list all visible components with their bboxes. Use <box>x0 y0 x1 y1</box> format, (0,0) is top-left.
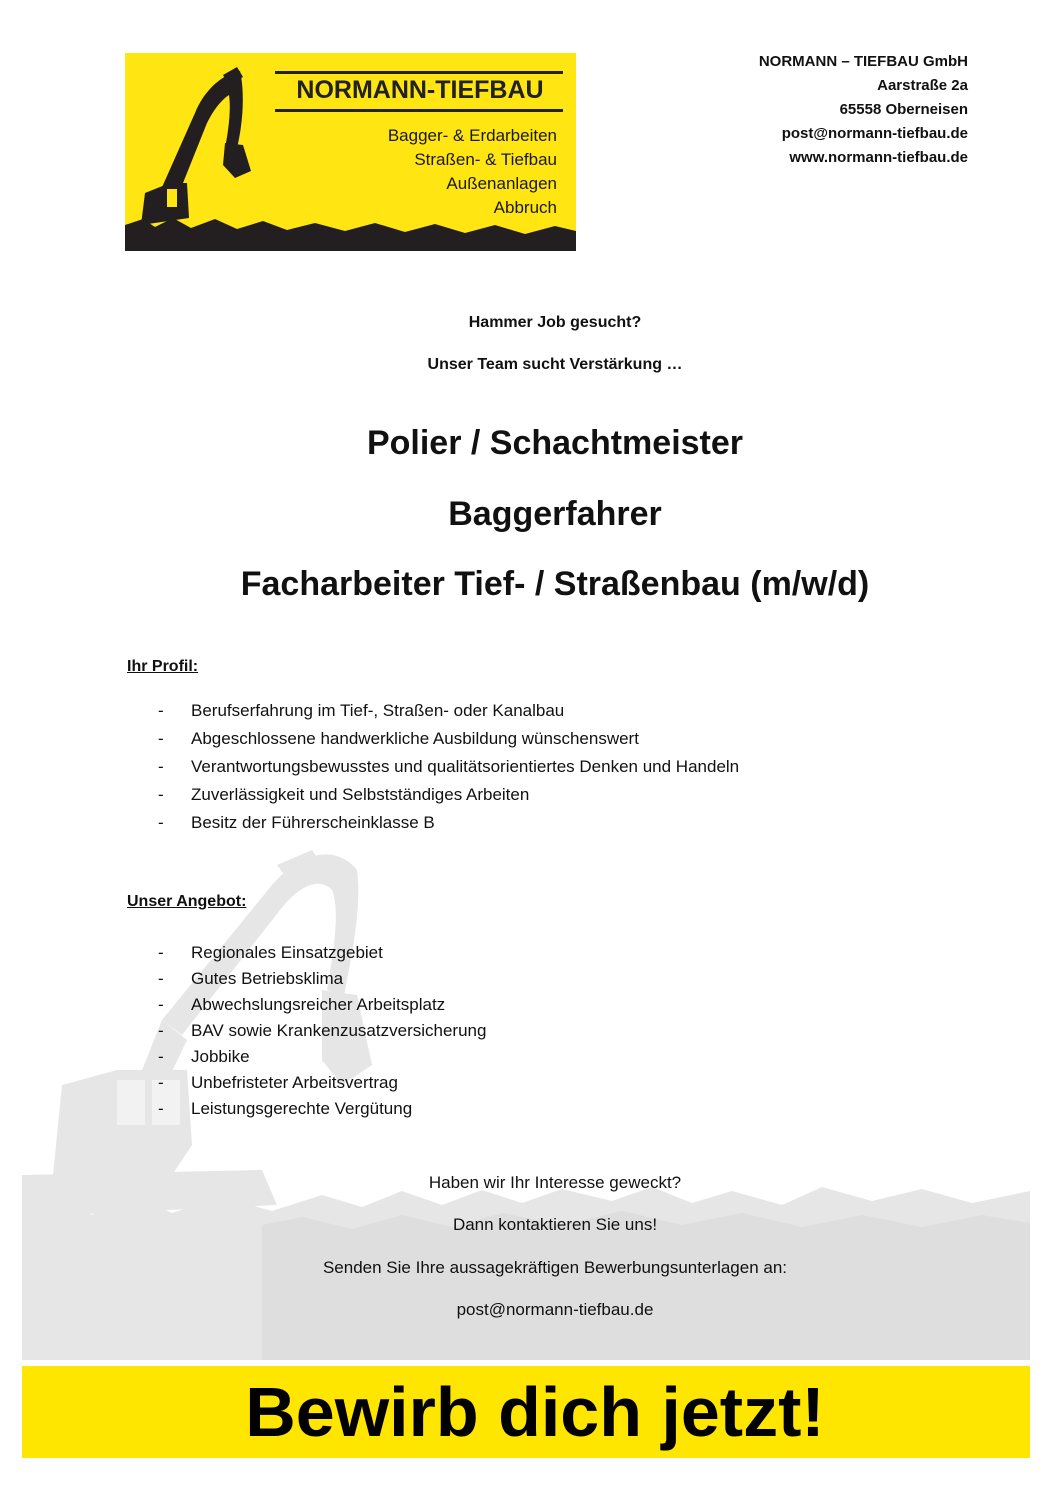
bullet: - <box>158 943 164 962</box>
list-item-text: Leistungsgerechte Vergütung <box>191 1099 413 1118</box>
offer-heading: Unser Angebot: <box>127 893 247 910</box>
list-item-text: Berufserfahrung im Tief-, Straßen- oder Kanalbau <box>191 701 565 720</box>
list-item-text: Regionales Einsatzgebiet <box>191 943 383 962</box>
logo-service: Außenanlagen <box>446 174 557 193</box>
list-item-text: Jobbike <box>191 1047 250 1066</box>
list-item-text: Besitz der Führerscheinklasse B <box>191 813 435 832</box>
list-item-text: Abwechslungsreicher Arbeitsplatz <box>191 995 446 1014</box>
logo-rule-bottom <box>275 109 563 112</box>
closing-question: Haben wir Ihr Interesse geweckt? <box>428 1173 682 1192</box>
bullet: - <box>158 729 164 748</box>
logo-rule-top <box>275 71 563 74</box>
logo-title: NORMANN-TIEFBAU <box>296 76 544 104</box>
bullet: - <box>158 701 164 720</box>
job-title: Polier / Schachtmeister <box>366 424 744 462</box>
company-website-link[interactable]: www.normann-tiefbau.de <box>789 149 968 166</box>
closing-cta: Dann kontaktieren Sie uns! <box>452 1215 658 1234</box>
bullet: - <box>158 969 164 988</box>
company-name: NORMANN – TIEFBAU GmbH <box>758 53 968 70</box>
bullet: - <box>158 1021 164 1040</box>
list-item-text: BAV sowie Krankenzusatzversicherung <box>191 1021 487 1040</box>
logo-service: Bagger- & Erdarbeiten <box>387 126 557 145</box>
bullet: - <box>158 1073 164 1092</box>
company-email-link[interactable]: post@normann-tiefbau.de <box>781 125 968 142</box>
bullet: - <box>158 995 164 1014</box>
list-item-text: Verantwortungsbewusstes und qualitätsorientiertes Denken und Handeln <box>191 757 740 776</box>
list-item-text: Abgeschlossene handwerkliche Ausbildung wünschenswert <box>191 729 639 748</box>
company-city: 65558 Oberneisen <box>839 101 968 118</box>
job-title: Baggerfahrer <box>448 495 662 533</box>
company-logo <box>125 53 576 251</box>
bullet: - <box>158 1047 164 1066</box>
profile-heading: Ihr Profil: <box>127 658 199 675</box>
logo-service: Straßen- & Tiefbau <box>414 150 557 169</box>
excavator-watermark-icon <box>22 845 1030 1360</box>
apply-banner-text: Bewirb dich jetzt! <box>245 1373 825 1451</box>
intro-subline: Unser Team sucht Verstärkung … <box>427 356 683 373</box>
list-item-text: Zuverlässigkeit und Selbstständiges Arbeiten <box>191 785 530 804</box>
closing-instructions: Senden Sie Ihre aussagekräftigen Bewerbungsunterlagen an: <box>322 1258 788 1277</box>
company-street: Aarstraße 2a <box>877 77 968 94</box>
intro-headline: Hammer Job gesucht? <box>468 314 642 331</box>
application-email-link[interactable]: post@normann-tiefbau.de <box>456 1300 654 1319</box>
logo-service: Abbruch <box>493 198 557 217</box>
company-address <box>759 50 968 170</box>
list-item-text: Gutes Betriebsklima <box>191 969 344 988</box>
bullet: - <box>158 757 164 776</box>
logo-services <box>307 124 557 220</box>
job-title: Facharbeiter Tief- / Straßenbau (m/w/d) <box>240 565 870 603</box>
list-item-text: Unbefristeter Arbeitsvertrag <box>191 1073 398 1092</box>
bullet: - <box>158 785 164 804</box>
bullet: - <box>158 813 164 832</box>
bullet: - <box>158 1099 164 1118</box>
